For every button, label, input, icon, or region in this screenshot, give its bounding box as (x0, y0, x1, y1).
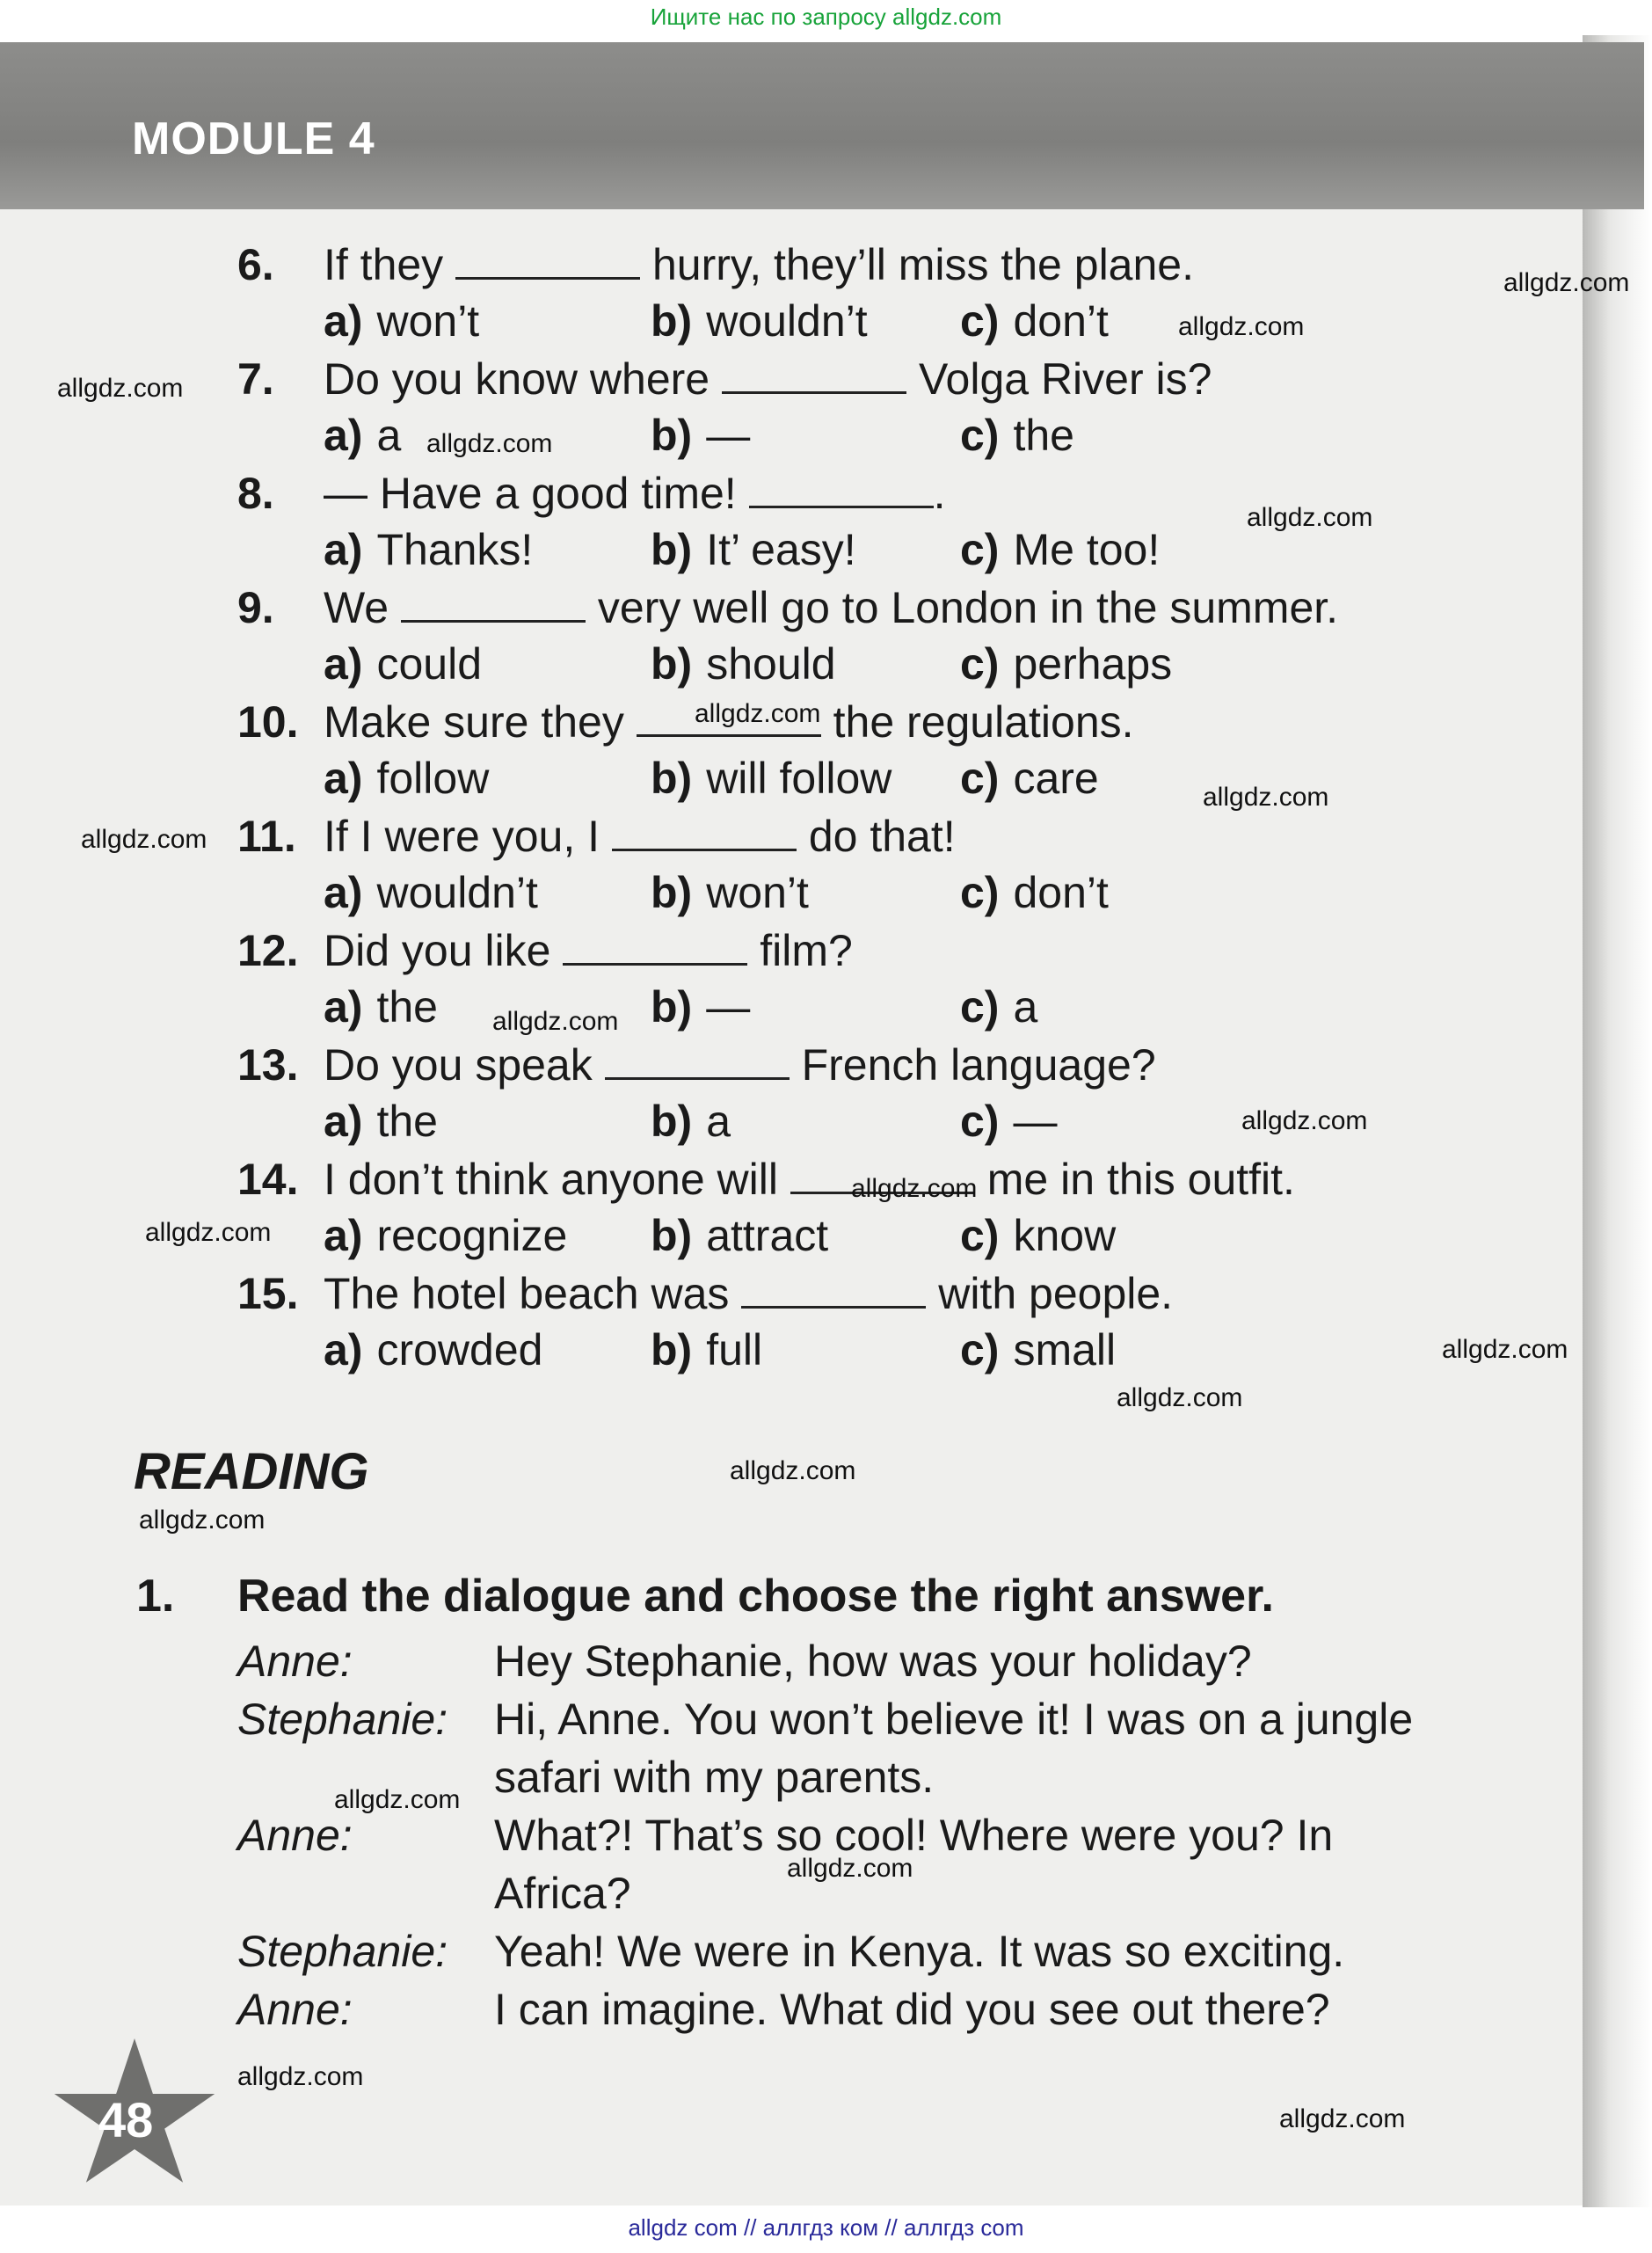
watermark: allgdz.com (1279, 2104, 1406, 2133)
dialogue-speaker: Anne: (237, 1637, 353, 1686)
page-binding-edge (1583, 35, 1652, 2207)
option-c: c) don’t (960, 296, 1109, 346)
question-text: I don’t think anyone will me in this outfit. (324, 1155, 1295, 1204)
watermark: allgdz.com (851, 1174, 978, 1203)
question-number: 8. (237, 469, 274, 518)
task-number: 1. (136, 1571, 175, 1622)
watermark: allgdz.com (237, 2062, 364, 2091)
answer-blank (455, 270, 640, 280)
dialogue-line: Yeah! We were in Kenya. It was so exciting. (494, 1927, 1345, 1976)
watermark: allgdz.com (787, 1854, 913, 1883)
question-text: Make sure they the regulations. (324, 697, 1134, 747)
dialogue-line: Hi, Anne. You won’t believe it! I was on a jungle (494, 1695, 1414, 1744)
option-c: c) small (960, 1325, 1117, 1374)
option-a: a) could (324, 639, 482, 689)
question-number: 10. (237, 697, 299, 747)
answer-blank (722, 384, 906, 394)
option-b: b) It’ easy! (651, 525, 856, 574)
question-number: 13. (237, 1040, 299, 1090)
answer-blank (749, 499, 934, 508)
dialogue-line: I can imagine. What did you see out there? (494, 1985, 1330, 2034)
option-c: c) know (960, 1211, 1117, 1260)
watermark: allgdz.com (730, 1456, 856, 1485)
option-a: a) won’t (324, 296, 480, 346)
answer-blank (741, 1299, 926, 1309)
watermark: allgdz.com (1241, 1106, 1368, 1135)
bottom-links[interactable]: allgdz com // аллгдз ком // аллгдз com (628, 2214, 1024, 2241)
question-text: If they hurry, they’ll miss the plane. (324, 240, 1194, 289)
page-number: 48 (98, 2092, 154, 2147)
answer-blank (563, 956, 747, 966)
option-c: c) care (960, 754, 1099, 803)
watermark: allgdz.com (492, 1007, 619, 1036)
watermark: allgdz.com (1247, 503, 1373, 532)
question-text: If I were you, I do that! (324, 812, 956, 861)
dialogue-line: Hey Stephanie, how was your holiday? (494, 1637, 1252, 1686)
watermark: allgdz.com (1203, 783, 1329, 812)
question-text: Do you know where Volga River is? (324, 354, 1212, 404)
option-b: b) should (651, 639, 836, 689)
watermark: allgdz.com (695, 699, 821, 728)
question-text: Did you like film? (324, 926, 853, 975)
option-b: b) attract (651, 1211, 829, 1260)
option-c: c) — (960, 1097, 1058, 1146)
option-b: b) full (651, 1325, 763, 1374)
question-text: Do you speak French language? (324, 1040, 1156, 1090)
question-number: 6. (237, 240, 274, 289)
dialogue-line: What?! That’s so cool! Where were you? In (494, 1811, 1334, 1860)
question-text: — Have a good time! . (324, 469, 946, 518)
dialogue-line: safari with my parents. (494, 1753, 935, 1802)
option-b: b) will follow (651, 754, 892, 803)
question-number: 9. (237, 583, 274, 632)
watermark: allgdz.com (1117, 1383, 1243, 1412)
watermark: allgdz.com (57, 374, 184, 403)
top-search-link[interactable]: Ищите нас по запросу allgdz.com (650, 4, 1002, 30)
watermark: allgdz.com (426, 429, 553, 458)
dialogue-speaker: Anne: (237, 1811, 353, 1860)
question-number: 15. (237, 1269, 299, 1318)
option-a: a) the (324, 982, 438, 1032)
question-text: The hotel beach was with people. (324, 1269, 1174, 1318)
option-a: a) crowded (324, 1325, 543, 1374)
dialogue-line: Africa? (494, 1869, 631, 1918)
option-c: c) Me too! (960, 525, 1161, 574)
option-b: b) a (651, 1097, 731, 1146)
option-c: c) perhaps (960, 639, 1173, 689)
section-title-reading: READING (134, 1443, 369, 1500)
option-a: a) the (324, 1097, 438, 1146)
option-a: a) wouldn’t (324, 868, 538, 917)
watermark: allgdz.com (334, 1785, 461, 1814)
dialogue-speaker: Stephanie: (237, 1695, 448, 1744)
watermark: allgdz.com (145, 1218, 272, 1247)
option-a: a) recognize (324, 1211, 568, 1260)
question-text: We very well go to London in the summer. (324, 583, 1339, 632)
option-b: b) — (651, 982, 751, 1032)
option-b: b) wouldn’t (651, 296, 868, 346)
watermark: allgdz.com (1503, 268, 1630, 297)
dialogue-speaker: Anne: (237, 1985, 353, 2034)
question-number: 11. (237, 812, 296, 861)
answer-blank (612, 842, 797, 851)
module-title: MODULE 4 (132, 113, 375, 164)
option-b: b) won’t (651, 868, 809, 917)
option-a: a) Thanks! (324, 525, 534, 574)
watermark: allgdz.com (139, 1506, 266, 1535)
dialogue-speaker: Stephanie: (237, 1927, 448, 1976)
option-b: b) — (651, 411, 751, 460)
watermark: allgdz.com (1178, 312, 1305, 341)
watermark: allgdz.com (1442, 1335, 1568, 1364)
answer-blank (605, 1070, 790, 1080)
answer-blank (401, 613, 586, 623)
question-number: 12. (237, 926, 299, 975)
option-a: a) follow (324, 754, 490, 803)
option-c: c) don’t (960, 868, 1109, 917)
watermark: allgdz.com (81, 825, 207, 854)
question-number: 7. (237, 354, 274, 404)
task-instruction: Read the dialogue and choose the right answer. (237, 1571, 1274, 1622)
option-a: a) a (324, 411, 402, 460)
option-c: c) a (960, 982, 1038, 1032)
option-c: c) the (960, 411, 1074, 460)
question-number: 14. (237, 1155, 299, 1204)
